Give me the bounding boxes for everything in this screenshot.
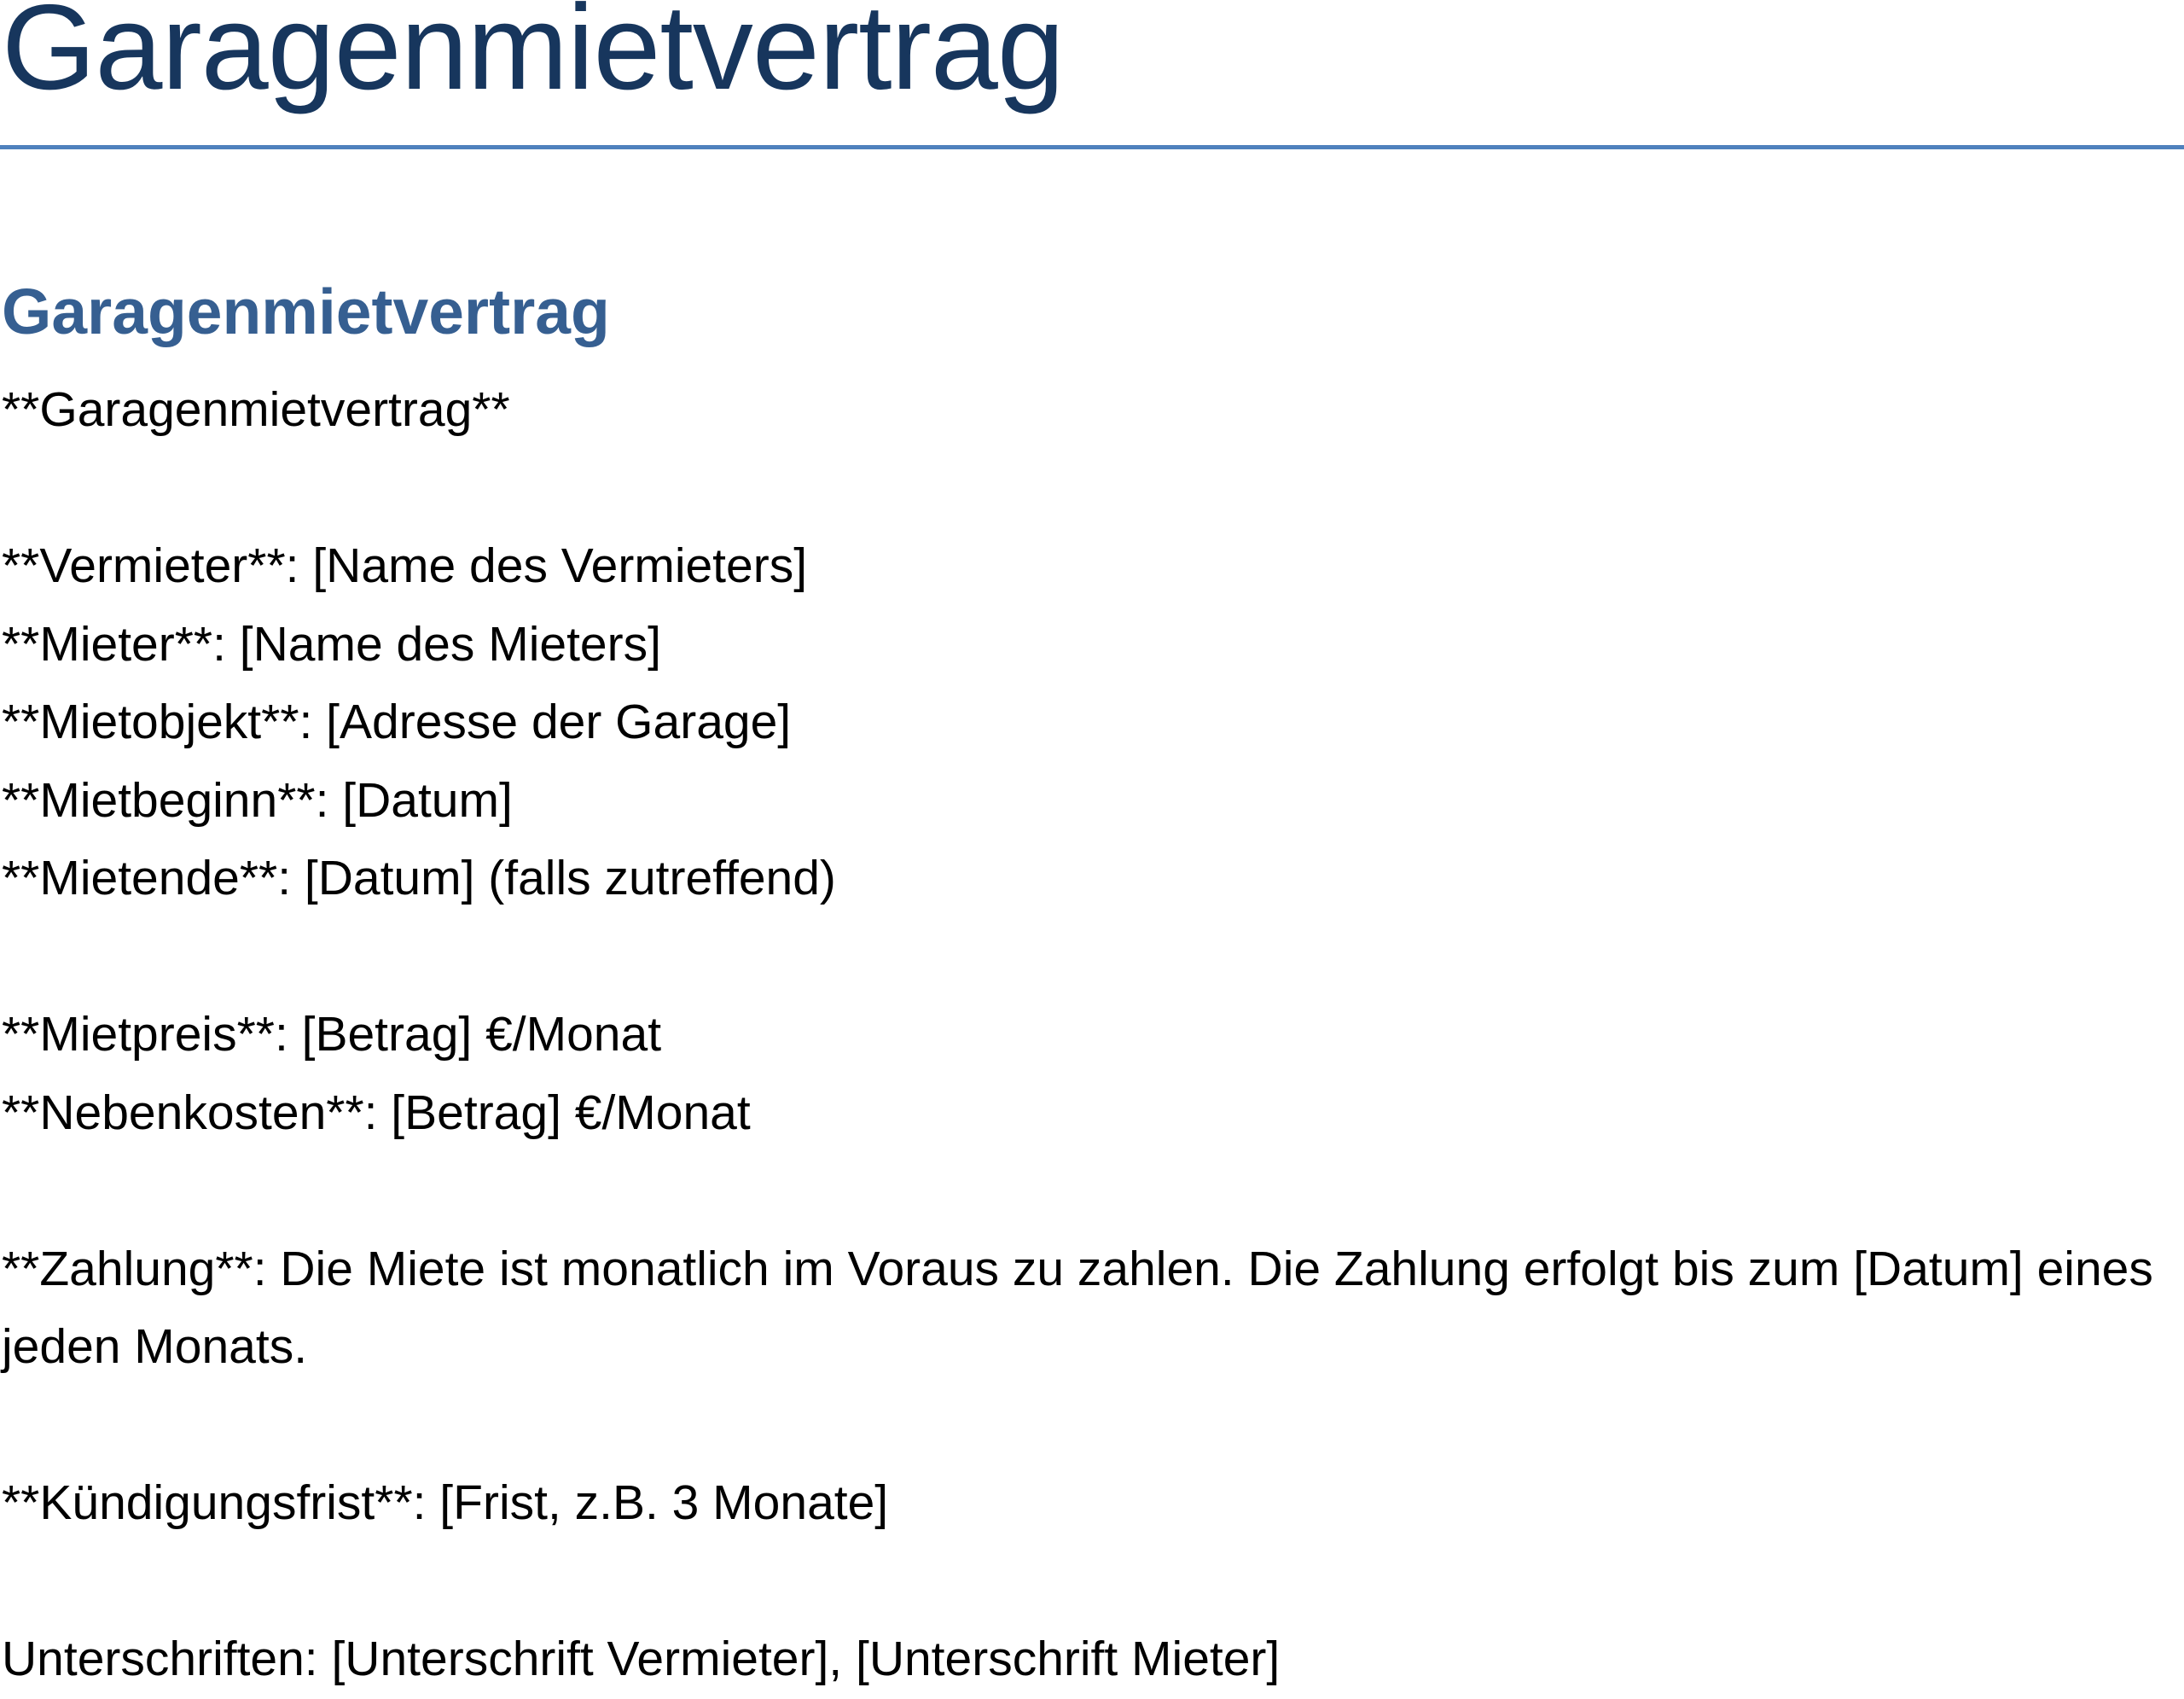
nebenkosten-line: **Nebenkosten**: [Betrag] €/Monat bbox=[2, 1085, 751, 1140]
mietbeginn-line: **Mietbeginn**: [Datum] bbox=[2, 772, 513, 828]
mietobjekt-line: **Mietobjekt**: [Adresse der Garage] bbox=[2, 695, 792, 749]
vermieter-line: **Vermieter**: [Name des Vermieters] bbox=[2, 538, 808, 593]
document-title: Garagenmietvertrag bbox=[2, 0, 1064, 115]
unterschriften-line: Unterschriften: [Unterschrift Vermieter], [Unterschrift Mieter] bbox=[2, 1632, 1281, 1686]
blank-line bbox=[2, 1387, 2182, 1465]
kuendigungsfrist-line: **Kündigungsfrist**: [Frist, z.B. 3 Monate] bbox=[2, 1475, 889, 1530]
document-body bbox=[2, 371, 2182, 1699]
title-divider bbox=[0, 145, 2184, 149]
mieter-line: **Mieter**: [Name des Mieters] bbox=[2, 616, 661, 672]
section-heading: Garagenmietvertrag bbox=[2, 276, 610, 347]
mietpreis-line: **Mietpreis**: [Betrag] €/Monat bbox=[2, 1007, 662, 1062]
blank-line bbox=[2, 450, 2182, 528]
zahlung-paragraph: **Zahlung**: Die Miete ist monatlich im Voraus zu zahlen. Die Zahlung erfolgt bis zum [Datum] eines jeden Monats. bbox=[2, 1241, 2153, 1374]
blank-line bbox=[2, 1543, 2182, 1621]
mietende-line: **Mietende**: [Datum] (falls zutreffend) bbox=[2, 851, 836, 905]
bold-title-line: **Garagenmietvertrag** bbox=[2, 382, 510, 437]
blank-line bbox=[2, 918, 2182, 997]
blank-line bbox=[2, 1152, 2182, 1231]
